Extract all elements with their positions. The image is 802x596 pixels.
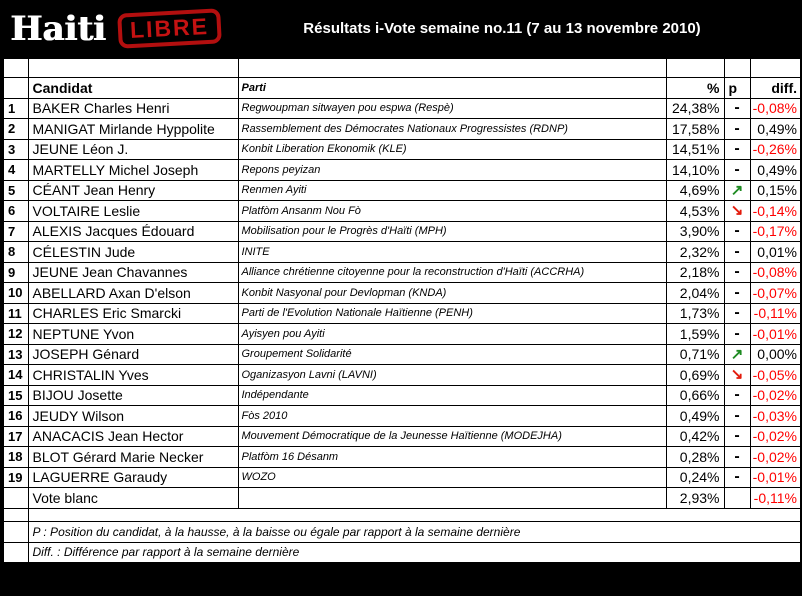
percent-value: 2,93%	[666, 488, 724, 509]
logo-libre-stamp: LIBRE	[117, 8, 222, 48]
rank-cell: 2	[3, 119, 28, 140]
rank-cell: 13	[3, 344, 28, 365]
diff-value: 0,49%	[750, 160, 801, 181]
note-row-diff	[3, 542, 801, 563]
note-row-position	[3, 521, 801, 542]
percent-value: 0,42%	[666, 426, 724, 447]
parti-column-header: Parti	[238, 77, 666, 98]
position-indicator-icon	[724, 488, 750, 509]
candidate-name: CÉANT Jean Henry	[28, 180, 238, 201]
table-row	[3, 365, 801, 386]
percent-value: 14,51%	[666, 139, 724, 160]
party-name: Renmen Ayiti	[238, 180, 666, 201]
position-indicator-icon: -	[724, 262, 750, 283]
spacer-cell	[3, 508, 28, 521]
spacer-cell	[238, 58, 666, 77]
candidate-name: MARTELLY Michel Joseph	[28, 160, 238, 181]
party-name: Ayisyen pou Ayiti	[238, 324, 666, 345]
percent-value: 1,59%	[666, 324, 724, 345]
candidate-name: JEUNE Jean Chavannes	[28, 262, 238, 283]
diff-value: 0,15%	[750, 180, 801, 201]
candidate-name: LAGUERRE Garaudy	[28, 467, 238, 488]
table-row	[3, 221, 801, 242]
diff-value: -0,14%	[750, 201, 801, 222]
rank-cell: 12	[3, 324, 28, 345]
percent-value: 0,28%	[666, 447, 724, 468]
party-name: Groupement Solidarité	[238, 344, 666, 365]
table-row	[3, 139, 801, 160]
rank-cell: 15	[3, 385, 28, 406]
table-row	[3, 467, 801, 488]
candidate-name: JEUNE Léon J.	[28, 139, 238, 160]
rank-cell: 11	[3, 303, 28, 324]
party-name: Rassemblement des Démocrates Nationaux Progressistes (RDNP)	[238, 119, 666, 140]
party-name	[238, 488, 666, 509]
rank-cell: 16	[3, 406, 28, 427]
percent-value: 24,38%	[666, 98, 724, 119]
table-row	[3, 324, 801, 345]
party-name: Fòs 2010	[238, 406, 666, 427]
candidate-name: JEUDY Wilson	[28, 406, 238, 427]
rank-cell: 1	[3, 98, 28, 119]
rank-cell: 9	[3, 262, 28, 283]
table-row	[3, 488, 801, 509]
table-row	[3, 344, 801, 365]
percent-value: 3,90%	[666, 221, 724, 242]
rank-cell	[3, 488, 28, 509]
percent-value: 4,69%	[666, 180, 724, 201]
diff-value: -0,01%	[750, 467, 801, 488]
candidate-name: BIJOU Josette	[28, 385, 238, 406]
party-name: Konbit Nasyonal pour Devlopman (KNDA)	[238, 283, 666, 304]
candidate-name: Vote blanc	[28, 488, 238, 509]
party-name: Mobilisation pour le Progrès d'Haïti (MPH)	[238, 221, 666, 242]
party-name: Repons peyizan	[238, 160, 666, 181]
table-row	[3, 201, 801, 222]
rank-cell: 3	[3, 139, 28, 160]
note-rank-cell	[3, 542, 28, 563]
percent-value: 2,32%	[666, 242, 724, 263]
percent-value: 4,53%	[666, 201, 724, 222]
diff-value: -0,07%	[750, 283, 801, 304]
candidate-name: BAKER Charles Henri	[28, 98, 238, 119]
party-name: WOZO	[238, 467, 666, 488]
percent-value: 0,49%	[666, 406, 724, 427]
position-indicator-icon: -	[724, 160, 750, 181]
diff-value: 0,49%	[750, 119, 801, 140]
diff-value: -0,02%	[750, 447, 801, 468]
position-indicator-icon: -	[724, 447, 750, 468]
party-name: Alliance chrétienne citoyenne pour la reconstruction d'Haïti (ACCRHA)	[238, 262, 666, 283]
candidate-name: BLOT Gérard Marie Necker	[28, 447, 238, 468]
position-indicator-icon: -	[724, 221, 750, 242]
table-row	[3, 119, 801, 140]
diff-value: -0,02%	[750, 426, 801, 447]
percent-value: 2,18%	[666, 262, 724, 283]
diff-value: 0,01%	[750, 242, 801, 263]
candidate-name: VOLTAIRE Leslie	[28, 201, 238, 222]
position-legend-note: P : Position du candidat, à la hausse, à la baisse ou égale par rapport à la semaine dernière	[28, 521, 801, 542]
rank-cell: 8	[3, 242, 28, 263]
haitilibre-logo	[2, 8, 238, 49]
position-indicator-icon: -	[724, 426, 750, 447]
candidate-name: CÉLESTIN Jude	[28, 242, 238, 263]
position-indicator-icon: -	[724, 385, 750, 406]
rank-cell: 19	[3, 467, 28, 488]
position-indicator-icon: -	[724, 98, 750, 119]
spacer-cell	[750, 58, 801, 77]
diff-value: -0,05%	[750, 365, 801, 386]
percent-value: 0,71%	[666, 344, 724, 365]
spacer-cell	[666, 58, 724, 77]
rank-cell: 4	[3, 160, 28, 181]
table-row	[3, 303, 801, 324]
candidat-column-header: Candidat	[28, 77, 238, 98]
header-row	[3, 77, 801, 98]
spacer-cell	[28, 508, 801, 521]
spacer-cell	[3, 58, 28, 77]
diff-value: -0,01%	[750, 324, 801, 345]
rank-cell: 7	[3, 221, 28, 242]
percent-value: 0,66%	[666, 385, 724, 406]
table-row	[3, 180, 801, 201]
logo-haiti-text: Haiti	[10, 8, 106, 49]
party-name: Parti de l'Evolution Nationale Haïtienne (PENH)	[238, 303, 666, 324]
rank-cell: 14	[3, 365, 28, 386]
position-indicator-icon: ↗	[724, 180, 750, 201]
results-table	[2, 57, 802, 564]
rank-cell: 17	[3, 426, 28, 447]
candidate-name: JOSEPH Génard	[28, 344, 238, 365]
percent-value: 14,10%	[666, 160, 724, 181]
top-banner	[2, 0, 800, 57]
table-row	[3, 242, 801, 263]
party-name: Indépendante	[238, 385, 666, 406]
position-indicator-icon: ↗	[724, 344, 750, 365]
candidate-name: MANIGAT Mirlande Hyppolite	[28, 119, 238, 140]
diff-value: -0,11%	[750, 488, 801, 509]
rank-column-header	[3, 77, 28, 98]
party-name: Regwoupman sitwayen pou espwa (Respè)	[238, 98, 666, 119]
diff-value: -0,08%	[750, 98, 801, 119]
table-row	[3, 160, 801, 181]
diff-value: -0,02%	[750, 385, 801, 406]
position-indicator-icon: ↘	[724, 201, 750, 222]
percent-value: 0,24%	[666, 467, 724, 488]
diff-column-header: diff.	[750, 77, 801, 98]
percent-value: 17,58%	[666, 119, 724, 140]
note-rank-cell	[3, 521, 28, 542]
position-indicator-icon: -	[724, 324, 750, 345]
party-name: Konbit Liberation Ekonomik (KLE)	[238, 139, 666, 160]
table-row	[3, 262, 801, 283]
percent-value: 0,69%	[666, 365, 724, 386]
percent-column-header: %	[666, 77, 724, 98]
rank-cell: 5	[3, 180, 28, 201]
position-indicator-icon: -	[724, 406, 750, 427]
table-row	[3, 283, 801, 304]
table-row	[3, 406, 801, 427]
position-indicator-icon: -	[724, 283, 750, 304]
party-name: Oganizasyon Lavni (LAVNI)	[238, 365, 666, 386]
position-indicator-icon: -	[724, 303, 750, 324]
position-indicator-icon: -	[724, 242, 750, 263]
page-title: Résultats i-Vote semaine no.11 (7 au 13 novembre 2010)	[303, 20, 701, 37]
candidate-name: NEPTUNE Yvon	[28, 324, 238, 345]
candidate-name: CHARLES Eric Smarcki	[28, 303, 238, 324]
party-name: Mouvement Démocratique de la Jeunesse Haïtienne (MODEJHA)	[238, 426, 666, 447]
rank-cell: 18	[3, 447, 28, 468]
party-name: Platfòm Ansanm Nou Fò	[238, 201, 666, 222]
diff-value: -0,08%	[750, 262, 801, 283]
candidate-name: ABELLARD Axan D'elson	[28, 283, 238, 304]
diff-value: -0,17%	[750, 221, 801, 242]
position-indicator-icon: -	[724, 467, 750, 488]
diff-value: 0,00%	[750, 344, 801, 365]
diff-value: -0,11%	[750, 303, 801, 324]
spacer-cell	[724, 58, 750, 77]
spacer-row-bottom	[3, 508, 801, 521]
candidate-name: CHRISTALIN Yves	[28, 365, 238, 386]
table-row	[3, 426, 801, 447]
spacer-row-top	[3, 58, 801, 77]
diff-legend-note: Diff. : Différence par rapport à la semaine dernière	[28, 542, 801, 563]
position-indicator-icon: ↘	[724, 365, 750, 386]
party-name: INITE	[238, 242, 666, 263]
table-row	[3, 447, 801, 468]
table-row	[3, 385, 801, 406]
diff-value: -0,03%	[750, 406, 801, 427]
position-indicator-icon: -	[724, 139, 750, 160]
position-indicator-icon: -	[724, 119, 750, 140]
position-column-header: p	[724, 77, 750, 98]
candidate-name: ANACACIS Jean Hector	[28, 426, 238, 447]
table-row	[3, 98, 801, 119]
candidate-name: ALEXIS Jacques Édouard	[28, 221, 238, 242]
percent-value: 1,73%	[666, 303, 724, 324]
rank-cell: 10	[3, 283, 28, 304]
percent-value: 2,04%	[666, 283, 724, 304]
rank-cell: 6	[3, 201, 28, 222]
results-table-body	[3, 98, 801, 508]
party-name: Platfòm 16 Désanm	[238, 447, 666, 468]
diff-value: -0,26%	[750, 139, 801, 160]
spacer-cell	[28, 58, 238, 77]
